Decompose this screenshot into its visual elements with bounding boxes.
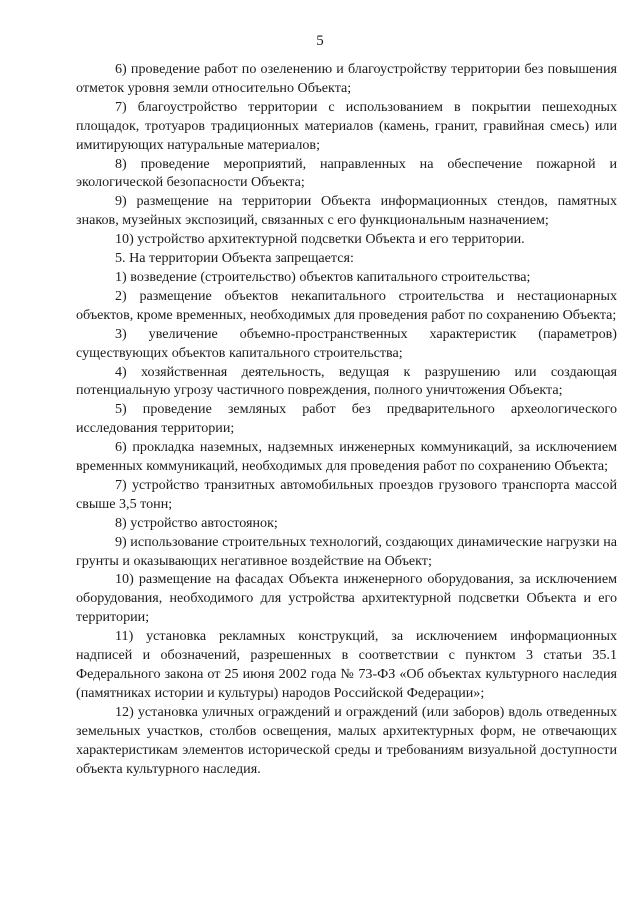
prohibition-10: 10) размещение на фасадах Объекта инженерного оборудования, за исключением оборудования, необходимого для устройства архитектурной подсветки Объекта и его территории; [76, 571, 617, 626]
document-body [76, 60, 617, 778]
prohibition-7: 7) устройство транзитных автомобильных проездов грузового транспорта массой свыше 3,5 тонн; [76, 476, 617, 512]
paragraph-10: 10) устройство архитектурной подсветки Объекта и его территории. [115, 231, 525, 248]
page-number: 5 [316, 33, 324, 49]
prohibition-11: 11) установка рекламных конструкций, за исключением информационных надписей и обозначений, разрешенных в соответствии с пунктом 3 статьи 35.1 Федерального закона от 25 июня 2002 года № 73-ФЗ «Об объектах культурного наследия (памятниках истории и культуры) народов Российской Федерации»; [76, 628, 617, 701]
prohibition-8: 8) устройство автостоянок; [115, 514, 278, 531]
prohibition-6: 6) прокладка наземных, надземных инженерных коммуникаций, за исключением временных коммуникаций, необходимых для проведения работ по сохранению Объекта; [76, 439, 617, 475]
prohibition-3: 3) увеличение объемно-пространственных характеристик (параметров) существующих объектов капитального строительства; [76, 325, 617, 361]
prohibition-9: 9) использование строительных технологий, создающих динамические нагрузки на грунты и оказывающих негативное воздействие на Объект; [76, 533, 617, 569]
prohibition-4: 4) хозяйственная деятельность, ведущая к разрушению или создающая потенциальную угрозу частичного повреждения, полного уничтожения Объекта; [76, 363, 617, 399]
prohibition-5: 5) проведение земляных работ без предварительного археологического исследования территории; [76, 401, 617, 437]
paragraph-9: 9) размещение на территории Объекта информационных стендов, памятных знаков, музейных экспозиций, связанных с его функциональным назначением; [76, 193, 617, 229]
section-5-heading: 5. На территории Объекта запрещается: [115, 250, 354, 267]
prohibition-2: 2) размещение объектов некапитального строительства и нестационарных объектов, кроме временных, необходимых для проведения работ по сохранению Объекта; [76, 287, 617, 323]
prohibition-12: 12) установка уличных ограждений и ограждений (или заборов) вдоль отведенных земельных участков, столбов освещения, малых архитектурных форм, не отвечающих характеристикам элементов исторической среды и требованиям визуальной доступности объекта культурного наследия. [76, 703, 617, 777]
paragraph-8: 8) проведение мероприятий, направленных на обеспечение пожарной и экологической безопасности Объекта; [76, 155, 617, 191]
prohibition-1: 1) возведение (строительство) объектов капитального строительства; [115, 268, 531, 285]
paragraph-7: 7) благоустройство территории с использованием в покрытии пешеходных площадок, тротуаров традиционных материалов (камень, гранит, гравийная смесь) или имитирующих натуральные материалов; [76, 98, 617, 153]
paragraph-6: 6) проведение работ по озеленению и благоустройству территории без повышения отметок уровня земли относительно Объекта; [76, 61, 617, 96]
